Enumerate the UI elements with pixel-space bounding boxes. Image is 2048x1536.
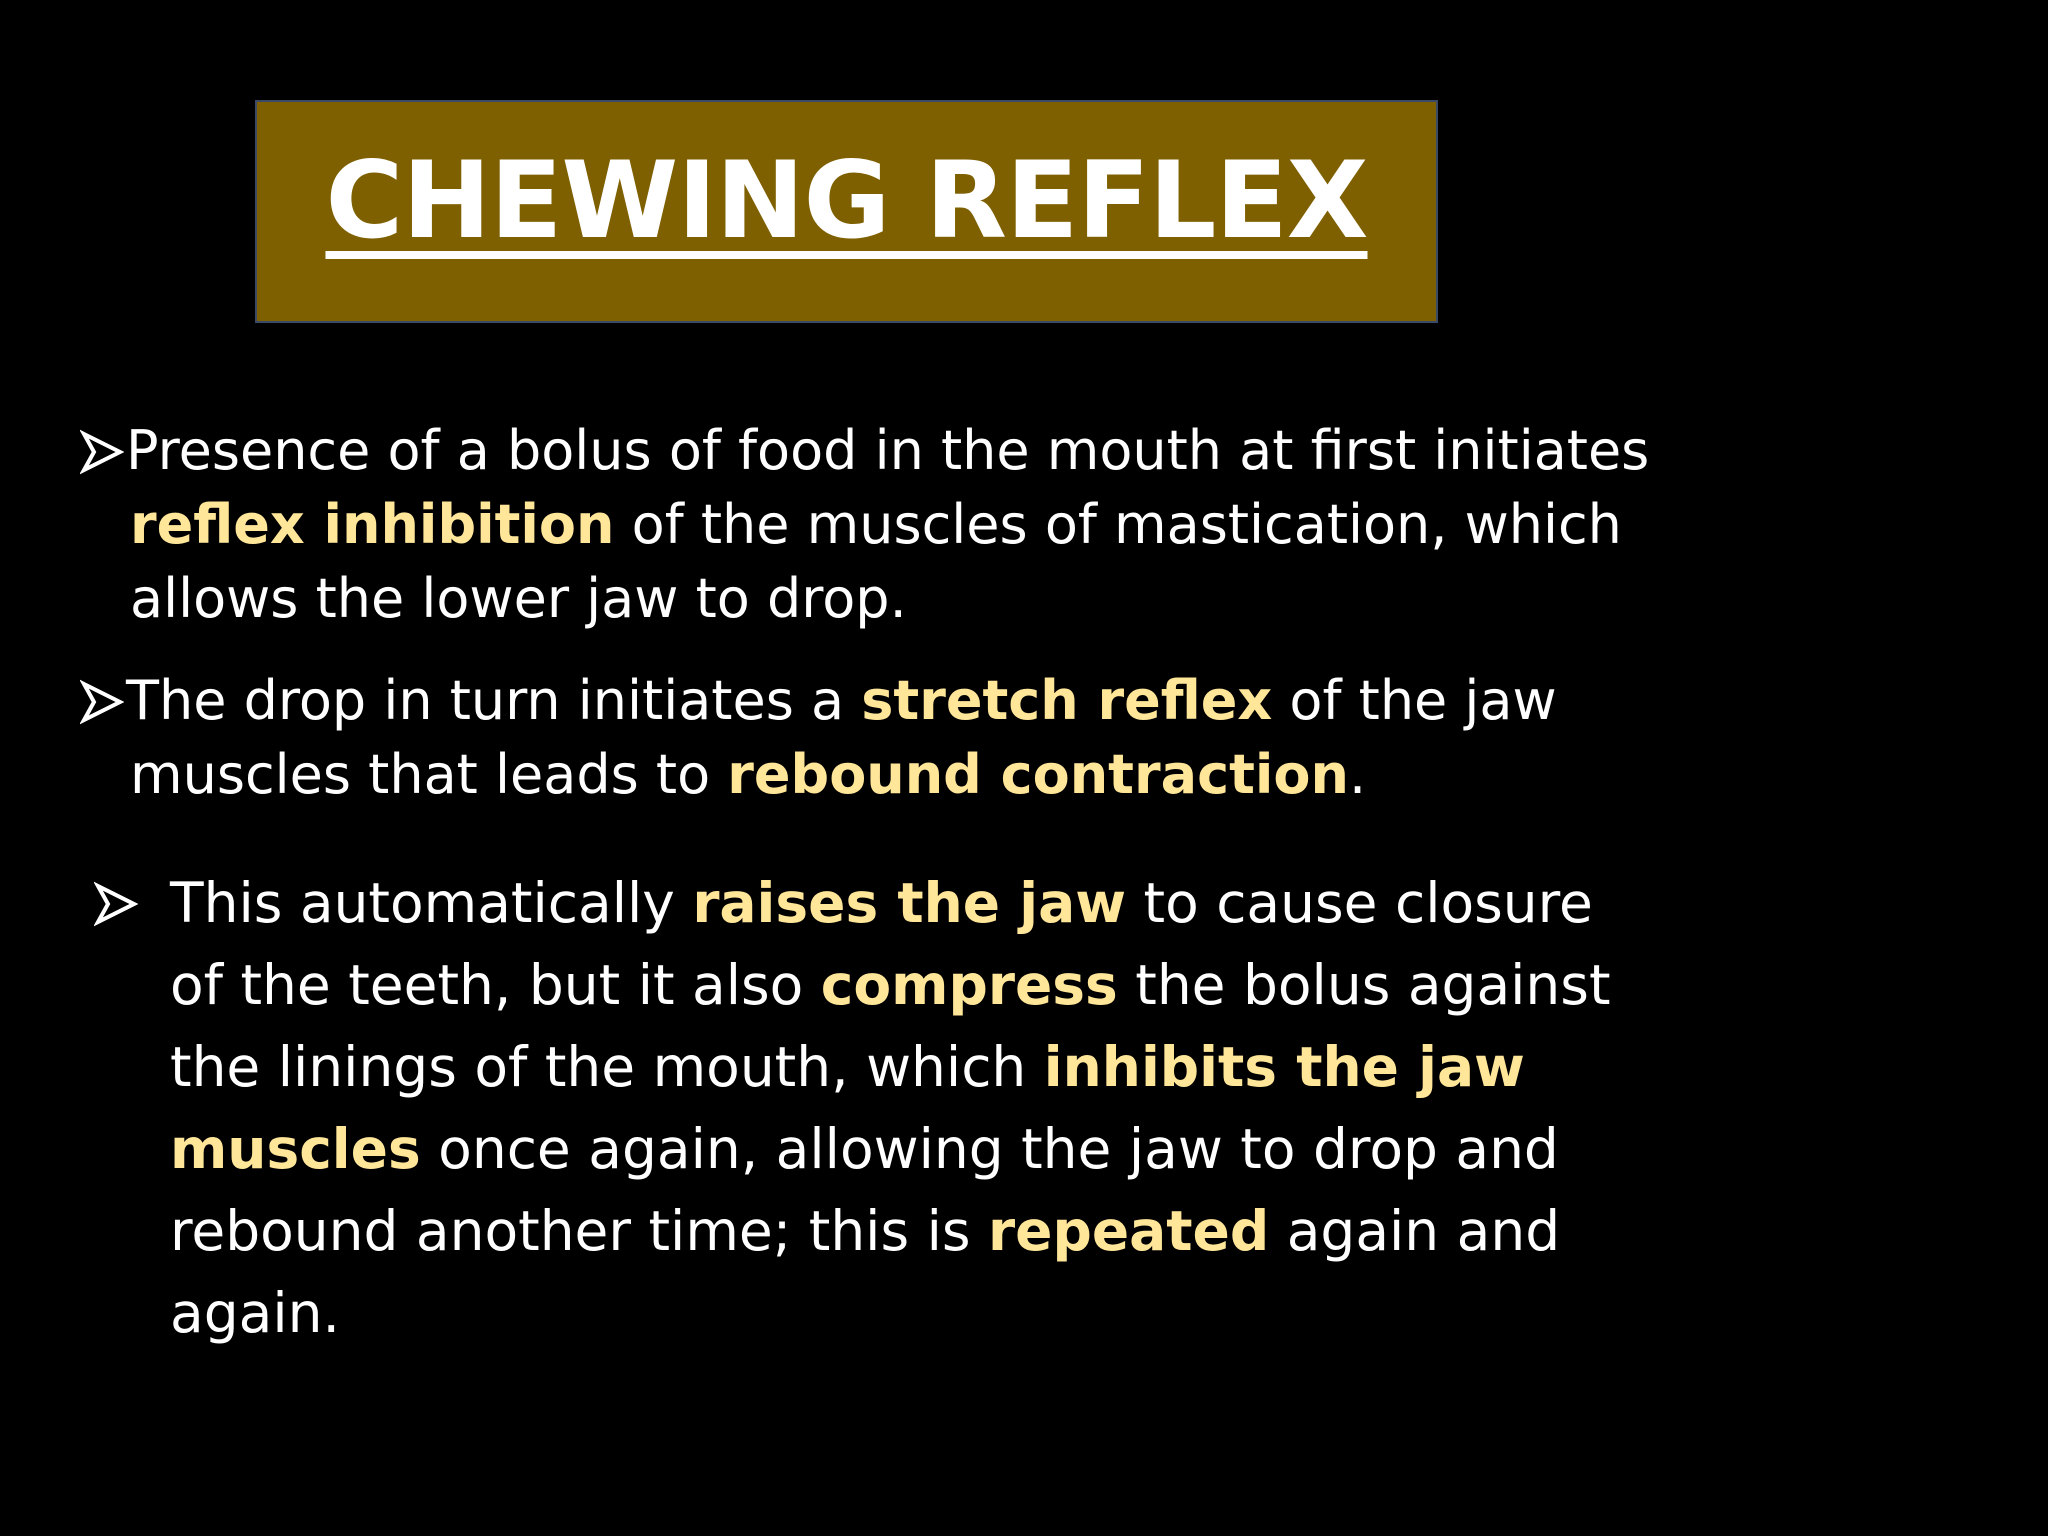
highlight-term: rebound contraction — [727, 743, 1349, 806]
title-box — [255, 100, 1438, 323]
bullet-text: This automatically raises the jaw to cause closure of the teeth, but it also compress the bolus against the linings of the mouth, which inhibits the jaw muscles once again, allowing the jaw to drop and rebound another time; this is repeated again and again. — [170, 871, 1611, 1345]
highlight-term: repeated — [988, 1199, 1270, 1263]
bullet-item-3 — [94, 862, 1654, 1354]
bullet-text: Presence of a bolus of food in the mouth at first initiates reflex inhibition of the muscles of mastication, which allows the lower jaw to drop. — [126, 419, 1650, 630]
bullet-text: The drop in turn initiates a stretch reflex of the jaw muscles that leads to rebound contraction. — [126, 669, 1557, 806]
highlight-term: inhibits the jaw muscles — [170, 1035, 1525, 1181]
highlight-term: stretch reflex — [861, 669, 1273, 732]
highlight-term: raises the jaw — [692, 871, 1127, 935]
arrowhead-bullet-icon — [80, 414, 130, 488]
bullet-item-2 — [80, 664, 1740, 812]
bullet-item-1 — [80, 414, 1740, 636]
arrowhead-bullet-icon — [94, 862, 144, 944]
slide-title: CHEWING REFLEX — [325, 139, 1368, 262]
arrowhead-bullet-icon — [80, 664, 130, 738]
highlight-term: compress — [820, 953, 1118, 1017]
highlight-term: reflex inhibition — [130, 493, 615, 556]
